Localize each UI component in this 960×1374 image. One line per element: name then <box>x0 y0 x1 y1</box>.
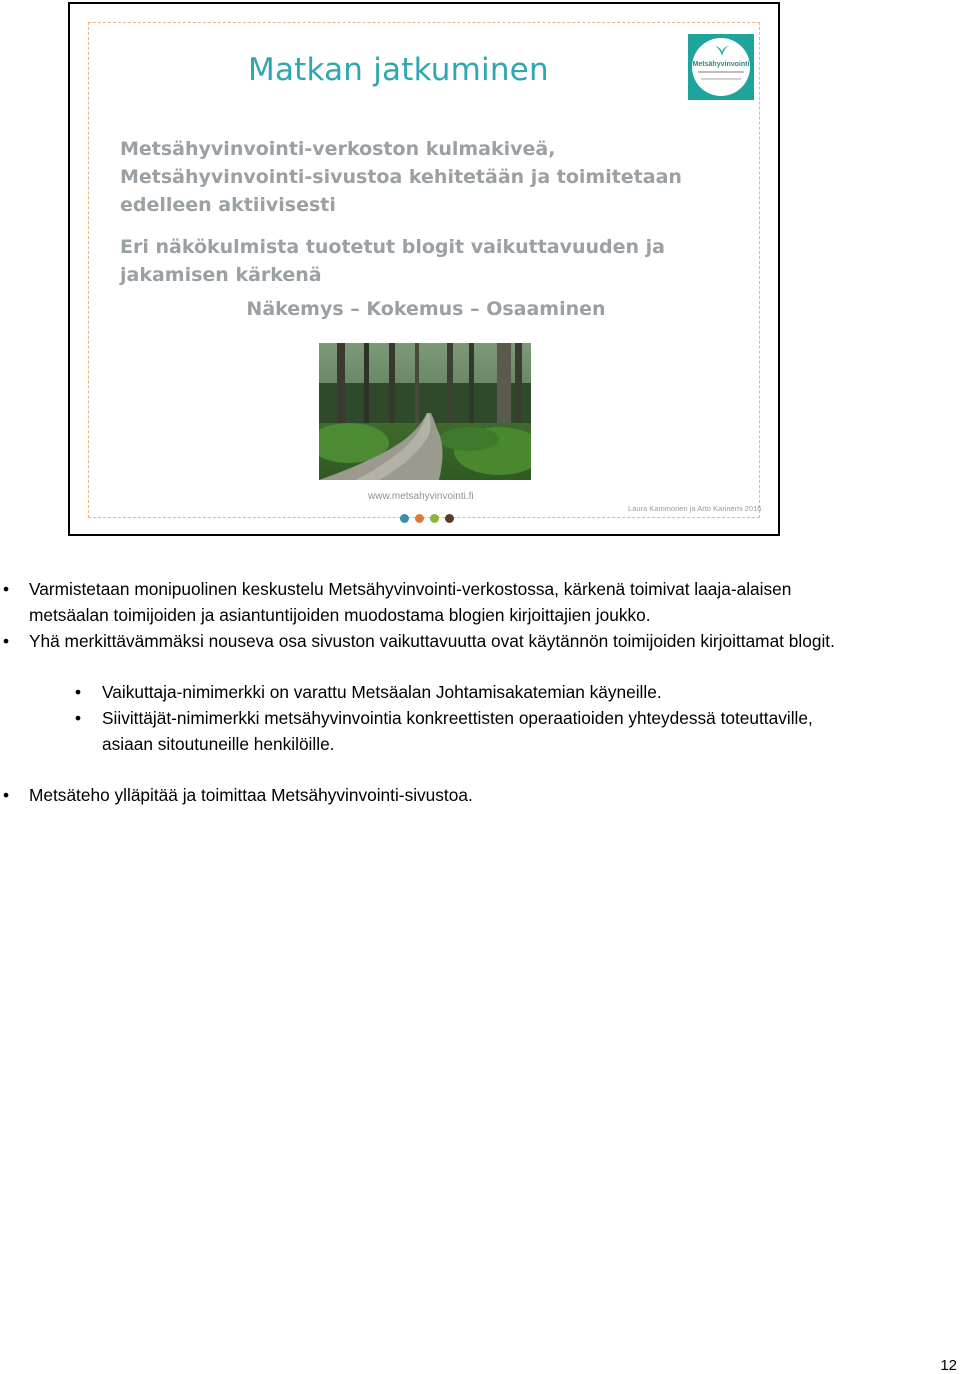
forest-road-illustration <box>319 343 531 480</box>
page-number: 12 <box>940 1357 957 1374</box>
bullet: • <box>75 708 82 728</box>
note-item <box>0 576 859 628</box>
bullet: • <box>75 682 82 702</box>
note-text: Yhä merkittävämmäksi nouseva osa sivuston vaikuttavuutta ovat käytännön toimijoiden kirjoittamat blogit. <box>29 631 835 651</box>
note-sub-item <box>0 705 862 757</box>
note-text: Varmistetaan monipuolinen keskustelu Metsähyvinvointi-verkostossa, kärkenä toimivat laaja-alaisen metsäalan toimijoiden ja asiantuntijoiden muodostama blogien kirjoittajien joukko. <box>29 579 792 625</box>
dot-orange <box>415 514 424 523</box>
metsahyvinvointi-logo <box>688 34 754 100</box>
logo-text: Metsähyvinvointi <box>692 61 750 68</box>
logo-url-line <box>701 78 741 80</box>
slide-paragraph-1: Metsähyvinvointi-verkoston kulmakiveä, Metsähyvinvointi-sivustoa kehitetään ja toimitetaan edelleen aktiivisesti <box>120 138 682 216</box>
dot-green <box>430 514 439 523</box>
slide-credit: Laura Kammonen ja Arto Karinemi 2016 <box>628 504 762 513</box>
slide-paragraph-3: Näkemys – Kokemus – Osaaminen <box>246 298 606 320</box>
dot-blue <box>400 514 409 523</box>
forest-road-photo <box>319 343 531 480</box>
bird-icon <box>713 42 731 60</box>
bullet: • <box>3 579 10 599</box>
slide-paragraph-2: Eri näkökulmista tuotetut blogit vaikuttavuuden ja jakamisen kärkenä <box>120 236 665 286</box>
bullet: • <box>3 631 10 651</box>
logo-tagline <box>698 71 744 73</box>
bullet: • <box>3 785 10 805</box>
note-text: Metsäteho ylläpitää ja toimittaa Metsähyvinvointi-sivustoa. <box>29 785 473 805</box>
dot-brown <box>445 514 454 523</box>
note-sub-text: Vaikuttaja-nimimerkki on varattu Metsäalan Johtamisakatemian käyneille. <box>102 682 662 702</box>
note-sub-item <box>0 679 862 705</box>
slide-dots <box>400 514 454 523</box>
slide-url: www.metsahyvinvointi.fi <box>368 491 474 502</box>
slide-title: Matkan jatkuminen <box>248 52 549 88</box>
speaker-notes <box>0 576 960 808</box>
slide-thumbnail <box>68 2 780 536</box>
note-sub-text: Siivittäjät-nimimerkki metsähyvinvointia konkreettisten operaatioiden yhteydessä toteuttaville, asiaan sitoutuneille henkilöille. <box>102 708 813 754</box>
note-item <box>0 782 859 808</box>
note-item <box>0 628 859 654</box>
